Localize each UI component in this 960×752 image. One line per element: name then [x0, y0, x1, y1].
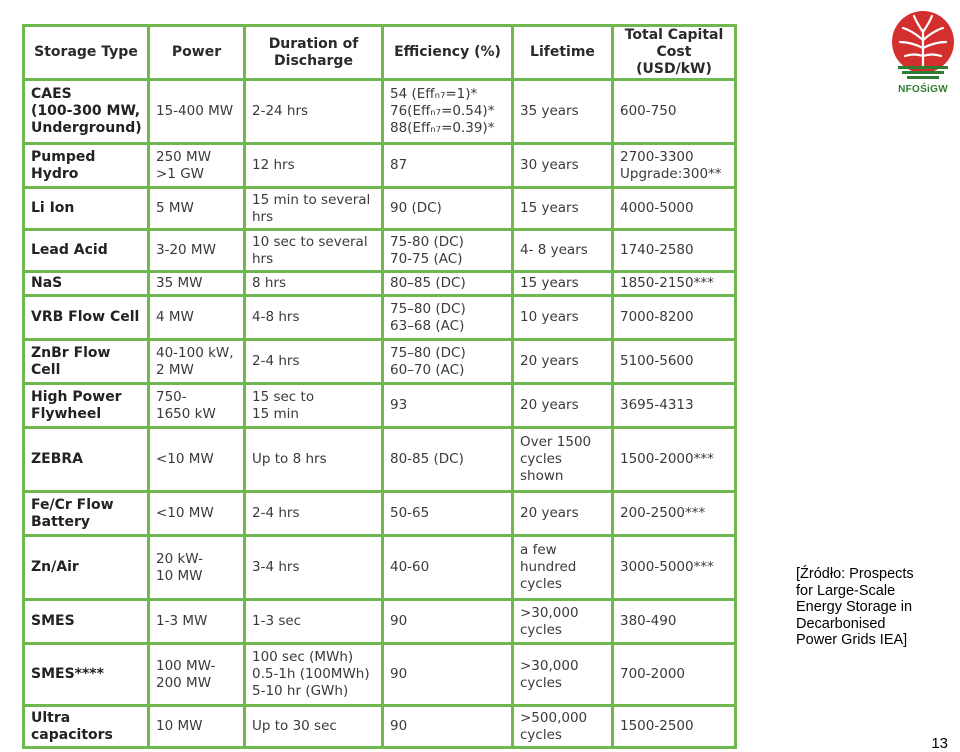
cell-text: 75–80 (DC) 60–70 (AC) [390, 344, 466, 378]
cell-text: 4-8 hrs [252, 309, 300, 325]
cell-text: 1-3 MW [156, 613, 208, 629]
cell-cost [613, 296, 736, 340]
cell-text: >30,000 cycles [520, 657, 579, 691]
cell-cost [613, 428, 736, 492]
cell-text: 20 kW- 10 MW [156, 550, 203, 584]
cell-lifetime [513, 230, 613, 272]
cell-text: >500,000 cycles [520, 709, 588, 743]
cell-duration [245, 536, 383, 600]
cell-text: CAES (100-300 MW, Underground) [31, 86, 142, 136]
cell-efficiency [383, 536, 513, 600]
cell-power [149, 644, 245, 706]
cell-efficiency [383, 706, 513, 748]
cell-text: 3-4 hrs [252, 559, 300, 575]
cell-text: ZnBr Flow Cell [31, 344, 111, 378]
header-cost: Total Capital Cost (USD/kW) [613, 26, 736, 80]
cell-duration [245, 296, 383, 340]
cell-text: Zn/Air [31, 559, 79, 575]
cell-text: 20 years [520, 505, 579, 521]
cell-type [24, 536, 149, 600]
cell-text: 1740-2580 [620, 242, 694, 258]
cell-text: 380-490 [620, 613, 677, 629]
cell-text: a few hundred cycles [520, 542, 577, 592]
header-lifetime: Lifetime [513, 26, 613, 80]
cell-text: 90 [390, 666, 408, 682]
cell-text: 4- 8 years [520, 242, 588, 258]
table-row [24, 536, 736, 600]
cell-efficiency [383, 272, 513, 296]
cell-cost [613, 230, 736, 272]
cell-text: 40-100 kW, 2 MW [156, 344, 234, 378]
cell-duration [245, 188, 383, 230]
cell-efficiency [383, 600, 513, 644]
cell-type [24, 492, 149, 536]
cell-text: 20 years [520, 397, 579, 413]
cell-lifetime [513, 644, 613, 706]
cell-text: 15-400 MW [156, 103, 234, 119]
cell-power [149, 296, 245, 340]
cell-efficiency [383, 428, 513, 492]
cell-text: 15 sec to 15 min [252, 388, 315, 422]
cell-text: 100 MW- 200 MW [156, 657, 216, 691]
cell-text: 1-3 sec [252, 613, 302, 629]
cell-text: Over 1500 cycles shown [520, 434, 592, 484]
cell-duration [245, 384, 383, 428]
logo-emblem-icon [890, 6, 956, 84]
cell-text: 5100-5600 [620, 353, 694, 369]
cell-efficiency [383, 340, 513, 384]
cell-cost [613, 340, 736, 384]
cell-efficiency [383, 492, 513, 536]
cell-text: 15 years [520, 275, 579, 291]
cell-type [24, 272, 149, 296]
cell-text: Ultra capacitors [31, 709, 113, 743]
header-storage-type: Storage Type [24, 26, 149, 80]
cell-cost [613, 644, 736, 706]
cell-text: 30 years [520, 157, 579, 173]
cell-lifetime [513, 428, 613, 492]
cell-text: 35 MW [156, 275, 203, 291]
cell-type [24, 384, 149, 428]
cell-cost [613, 80, 736, 144]
table-body [24, 80, 736, 748]
cell-text: 3695-4313 [620, 397, 694, 413]
cell-text: High Power Flywheel [31, 388, 122, 422]
cell-text: Fe/Cr Flow Battery [31, 496, 114, 530]
cell-cost [613, 384, 736, 428]
table-row [24, 340, 736, 384]
cell-duration [245, 706, 383, 748]
cell-efficiency [383, 188, 513, 230]
cell-power [149, 80, 245, 144]
storage-comparison-table [22, 24, 737, 749]
cell-duration [245, 428, 383, 492]
table-row [24, 600, 736, 644]
cell-text: 600-750 [620, 103, 677, 119]
cell-text: 15 years [520, 200, 579, 216]
table-header-row [24, 26, 736, 80]
cell-text: 90 [390, 718, 408, 734]
cell-text: 90 [390, 613, 408, 629]
cell-text: 75-80 (DC) 70-75 (AC) [390, 233, 464, 267]
cell-text: 75–80 (DC) 63–68 (AC) [390, 300, 466, 334]
nfosigw-logo [890, 6, 956, 98]
cell-lifetime [513, 80, 613, 144]
cell-duration [245, 80, 383, 144]
cell-text: 50-65 [390, 505, 430, 521]
cell-lifetime [513, 272, 613, 296]
cell-power [149, 144, 245, 188]
cell-lifetime [513, 340, 613, 384]
cell-type [24, 80, 149, 144]
table-row [24, 296, 736, 340]
table-row [24, 230, 736, 272]
cell-text: 2-24 hrs [252, 103, 309, 119]
cell-lifetime [513, 144, 613, 188]
cell-cost [613, 600, 736, 644]
table-row [24, 272, 736, 296]
cell-text: <10 MW [156, 505, 214, 521]
cell-text: 2700-3300 Upgrade:300** [620, 148, 722, 182]
cell-power [149, 600, 245, 644]
cell-text: 10 sec to several hrs [252, 233, 368, 267]
cell-text: 87 [390, 157, 408, 173]
cell-text: 1850-2150*** [620, 275, 714, 291]
table-row [24, 706, 736, 748]
cell-text: VRB Flow Cell [31, 309, 140, 325]
cell-text: 12 hrs [252, 157, 295, 173]
cell-efficiency [383, 644, 513, 706]
cell-text: Lead Acid [31, 242, 108, 258]
cell-power [149, 230, 245, 272]
cell-power [149, 272, 245, 296]
cell-efficiency [383, 80, 513, 144]
cell-text: Up to 8 hrs [252, 451, 327, 467]
cell-cost [613, 144, 736, 188]
cell-cost [613, 706, 736, 748]
cell-text: 8 hrs [252, 275, 287, 291]
table-row [24, 428, 736, 492]
cell-power [149, 340, 245, 384]
cell-type [24, 340, 149, 384]
cell-text: >30,000 cycles [520, 604, 579, 638]
cell-cost [613, 492, 736, 536]
header-duration: Duration of Discharge [245, 26, 383, 80]
cell-lifetime [513, 536, 613, 600]
cell-duration [245, 230, 383, 272]
cell-text: 93 [390, 397, 408, 413]
cell-text: 80-85 (DC) [390, 451, 464, 467]
cell-text: 20 years [520, 353, 579, 369]
cell-duration [245, 144, 383, 188]
cell-efficiency [383, 144, 513, 188]
cell-text: 750- 1650 kW [156, 388, 216, 422]
cell-text: 90 (DC) [390, 200, 442, 216]
cell-text: Pumped Hydro [31, 148, 96, 182]
cell-text: ZEBRA [31, 451, 84, 467]
cell-text: 40-60 [390, 559, 430, 575]
cell-text: 100 sec (MWh) 0.5-1h (100MWh) 5-10 hr (GWh) [252, 649, 370, 699]
cell-duration [245, 644, 383, 706]
cell-duration [245, 340, 383, 384]
cell-duration [245, 600, 383, 644]
cell-text: <10 MW [156, 451, 214, 467]
logo-text: NFOŚiGW [898, 84, 948, 95]
cell-text: 1500-2500 [620, 718, 694, 734]
header-efficiency: Efficiency (%) [383, 26, 513, 80]
cell-text: 2-4 hrs [252, 505, 300, 521]
cell-text: 200-2500*** [620, 505, 706, 521]
cell-text: NaS [31, 275, 63, 291]
cell-power [149, 188, 245, 230]
cell-text: 35 years [520, 103, 579, 119]
cell-efficiency [383, 384, 513, 428]
cell-efficiency [383, 296, 513, 340]
cell-type [24, 144, 149, 188]
cell-text: 7000-8200 [620, 309, 694, 325]
cell-power [149, 428, 245, 492]
cell-duration [245, 492, 383, 536]
cell-text: 4000-5000 [620, 200, 694, 216]
cell-lifetime [513, 384, 613, 428]
cell-text: 54 (Effₙ₇=1)* 76(Effₙ₇=0.54)* 88(Effₙ₇=0.39)* [390, 86, 495, 136]
table-row [24, 384, 736, 428]
cell-efficiency [383, 230, 513, 272]
cell-lifetime [513, 188, 613, 230]
cell-cost [613, 272, 736, 296]
page-number: 13 [931, 735, 948, 752]
cell-type [24, 296, 149, 340]
cell-text: SMES [31, 613, 75, 629]
cell-lifetime [513, 600, 613, 644]
header-power: Power [149, 26, 245, 80]
cell-text: Up to 30 sec [252, 718, 337, 734]
cell-text: Li Ion [31, 200, 75, 216]
cell-text: 10 years [520, 309, 579, 325]
table-row [24, 144, 736, 188]
cell-text: 1500-2000*** [620, 451, 714, 467]
table-row [24, 188, 736, 230]
cell-text: 4 MW [156, 309, 194, 325]
cell-type [24, 188, 149, 230]
cell-text: 2-4 hrs [252, 353, 300, 369]
table-row [24, 80, 736, 144]
cell-type [24, 644, 149, 706]
cell-power [149, 706, 245, 748]
source-note: [Źródło: Prospects for Large-Scale Energy Storage in Decarbonised Power Grids IEA] [796, 566, 914, 648]
cell-text: 3000-5000*** [620, 559, 714, 575]
cell-power [149, 492, 245, 536]
cell-text: SMES**** [31, 666, 104, 682]
cell-duration [245, 272, 383, 296]
table-row [24, 492, 736, 536]
cell-text: 250 MW >1 GW [156, 148, 212, 182]
cell-text: 15 min to several hrs [252, 191, 371, 225]
cell-text: 10 MW [156, 718, 203, 734]
cell-text: 700-2000 [620, 666, 685, 682]
cell-cost [613, 188, 736, 230]
cell-lifetime [513, 296, 613, 340]
cell-type [24, 706, 149, 748]
table-row [24, 644, 736, 706]
cell-lifetime [513, 492, 613, 536]
cell-type [24, 600, 149, 644]
cell-text: 5 MW [156, 200, 194, 216]
cell-text: 80–85 (DC) [390, 275, 466, 291]
cell-type [24, 230, 149, 272]
cell-power [149, 536, 245, 600]
cell-lifetime [513, 706, 613, 748]
cell-text: 3-20 MW [156, 242, 216, 258]
cell-type [24, 428, 149, 492]
cell-cost [613, 536, 736, 600]
cell-power [149, 384, 245, 428]
